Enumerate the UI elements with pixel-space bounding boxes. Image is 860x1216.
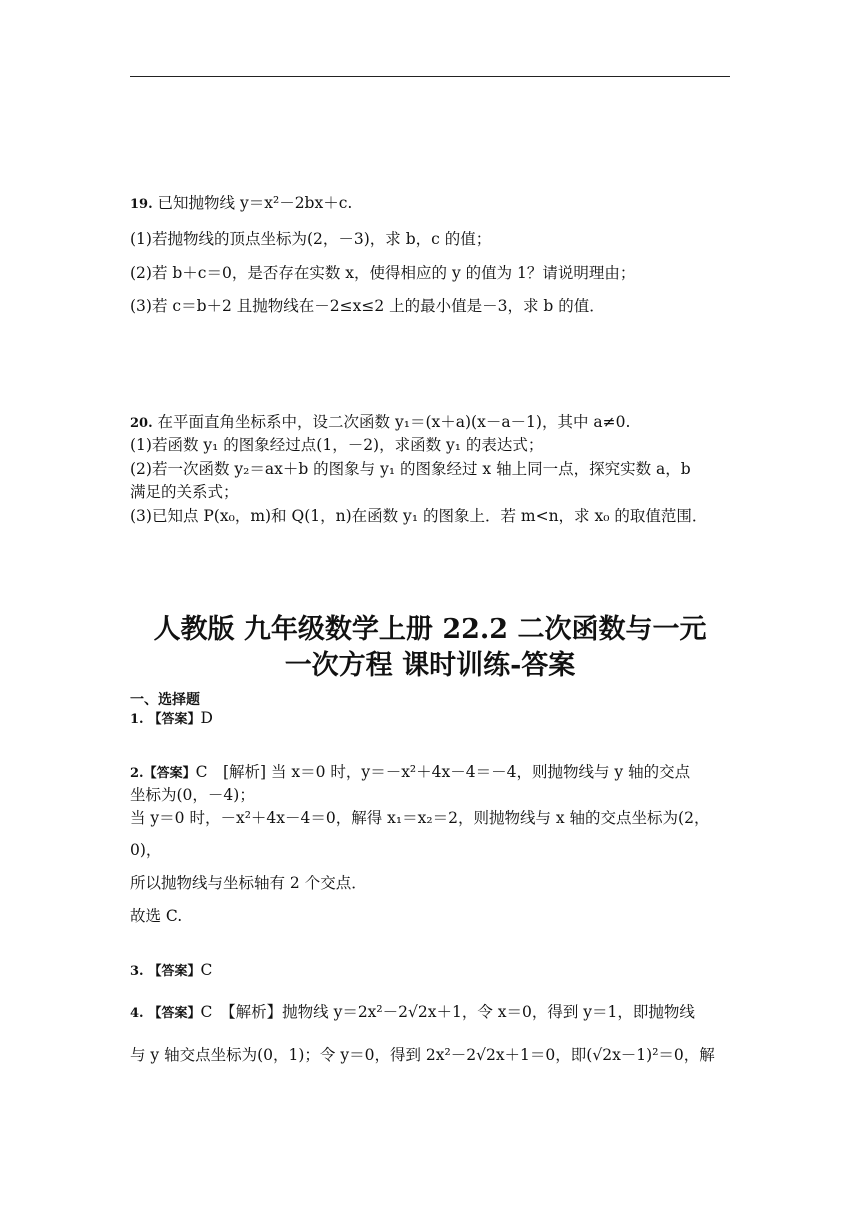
answer-3: 3. 【答案】C <box>130 961 213 979</box>
q20-part1: (1)若函数 y₁ 的图象经过点(1，－2)，求函数 y₁ 的表达式； <box>130 436 544 454</box>
answer-2-line5: 所以抛物线与坐标轴有 2 个交点． <box>130 874 367 892</box>
q19-stem: 19. 已知抛物线 y＝x²－2bx＋c. <box>130 194 353 212</box>
answer-1: 1. 【答案】D <box>130 709 213 727</box>
q20-part3: (3)已知点 P(x₀，m)和 Q(1，n)在函数 y₁ 的图象上．若 m<n，求 x₀ 的取值范围． <box>130 507 708 525</box>
header-rule <box>130 76 730 77</box>
answer-2-line4: 0)， <box>130 841 162 859</box>
q20-number: 20. <box>130 416 153 431</box>
q19-number: 19. <box>130 197 153 212</box>
answer-2-line1: 2.【答案】C [解析] 当 x＝0 时，y＝－x²＋4x－4＝－4，则抛物线与 y 轴的交点 <box>130 763 691 781</box>
q19-part2: (2)若 b＋c＝0，是否存在实数 x，使得相应的 y 的值为 1？请说明理由； <box>130 264 636 282</box>
section-heading: 一、选择题 <box>130 692 200 708</box>
q20-part2-line1: (2)若一次函数 y₂＝ax＋b 的图象与 y₁ 的图象经过 x 轴上同一点，探究实数 a，b <box>130 460 691 478</box>
answer-2-line2: 坐标为(0，－4)； <box>130 786 255 804</box>
q19-part1: (1)若抛物线的顶点坐标为(2，－3)，求 b，c 的值； <box>130 230 492 248</box>
answer-4-line1: 4. 【答案】C 【解析】抛物线 y＝2x²－2√2x＋1，令 x＝0，得到 y＝1，即抛物线 <box>130 1003 695 1021</box>
q20-stem: 20. 在平面直角坐标系中，设二次函数 y₁＝(x＋a)(x－a－1)，其中 a≠0. <box>130 413 631 431</box>
answer-4-line2: 与 y 轴交点坐标为(0，1)；令 y＝0，得到 2x²－2√2x＋1＝0，即(√2x－1)²＝0，解 <box>130 1046 715 1064</box>
answer-2-line6: 故选 C. <box>130 907 183 925</box>
q19-part3: (3)若 c＝b＋2 且抛物线在－2≤x≤2 上的最小值是－3，求 b 的值． <box>130 297 605 315</box>
answer-title-line1: 人教版 九年级数学上册 22.2 二次函数与一元 <box>153 614 707 645</box>
answer-2-line3: 当 y＝0 时，－x²＋4x－4＝0，解得 x₁＝x₂＝2，则抛物线与 x 轴的交点坐标为(2， <box>130 809 710 827</box>
q20-part2-line2: 满足的关系式； <box>130 483 239 501</box>
answer-title-line2: 一次方程 课时训练-答案 <box>284 650 576 681</box>
